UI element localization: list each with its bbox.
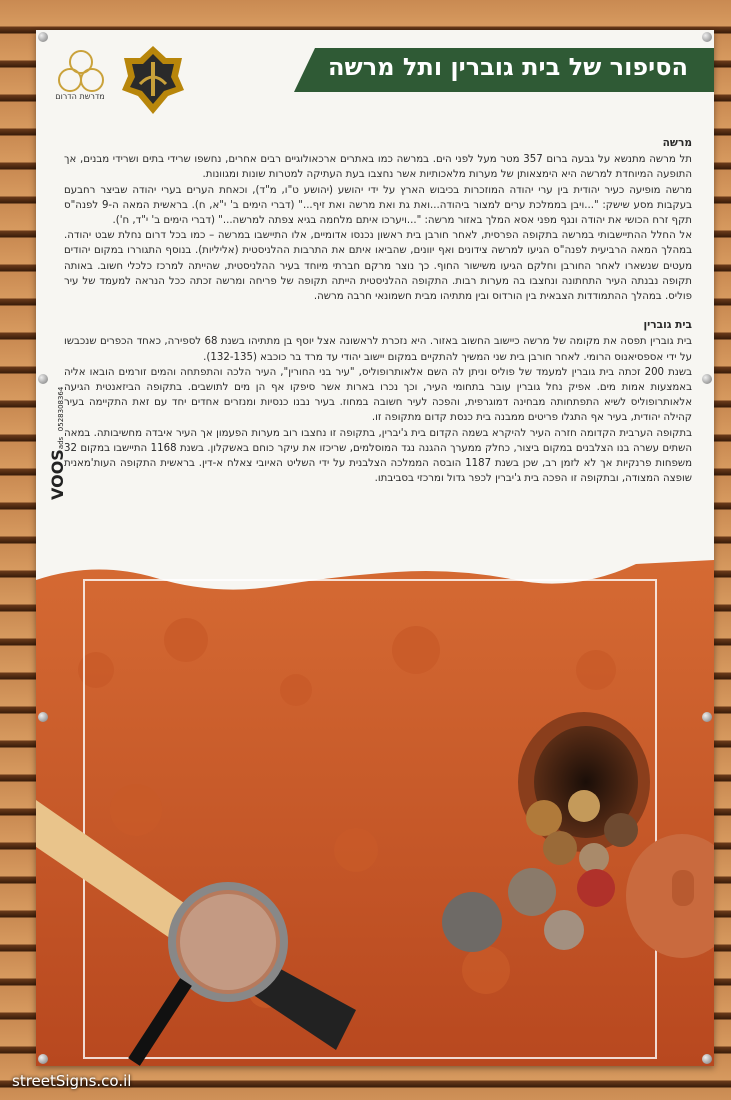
screw-icon (702, 1054, 712, 1064)
excavation-photo (36, 550, 714, 1066)
sponsor-name: VOOS (48, 449, 67, 500)
school-logo-label: מדרשת הדרום (55, 92, 105, 101)
screw-icon (38, 1054, 48, 1064)
screw-icon (702, 32, 712, 42)
section-heading-maresha: מרשה (662, 137, 692, 149)
idf-emblem-icon (120, 44, 186, 116)
screw-icon (702, 374, 712, 384)
sponsor-logo (48, 387, 67, 500)
beit-guvrin-paragraph-1: בית גוברין תפסה את מקומה של מרשה כיישוב החשוב באזור. היא נזכרת לראשונה אצל יוסף בן מתתיהו בשנת 68 לספירה, כאחד הכפרים שנכבשו על ידי אספסיאנוס הרומי. לאחר חורבן בית שני המשיך להתקיים במקום יישוב יהודי עד מרד בר כוכבא (132-135). (64, 336, 692, 363)
screw-icon (702, 712, 712, 722)
maresha-paragraph-2: מרשה מופיעה כעיר יהודית בין ערי יהודה המוזכרות בכיבוש הארץ על ידי יהושע (יהושע ט"ו, מ"ד), וכאחת הערים בערי יהודה שביצר רחבעם בעקבות מסע שישק: "...ויבן בממלכת ערים למצור ביהודה...ואת גת ואת מרשה ואת זיף..." (דברי הימים ב' י"א, ח). בראשית המאה ה-9 לפנה"ס תקף זרח הכושי את יהודה ונגף מפני אסא המלך באזור מרשה: "...ויערכו איתם מלחמה בגיא צפתה למרשה..." (דברי הימים ב' י"ד, ח'). (64, 184, 692, 227)
screw-icon (38, 712, 48, 722)
beit-guvrin-paragraph-2: בשנת 200 זכתה בית גוברין למעמד של פוליס וניתן לה השם אלאותרופוליס, "עיר בני החורין", העיר הלכה והתפתחה והמים זורמים הובאו אליה באמצעות אמות מים. אפיק נחל גוברין עובר בתחומי העיר, וכך נכרו בארות אשר סיפקו אף הן מים לתושבים. בתקופה הביזאנטית הגיעה אלאותרופוליס לשיא התפתחותה מבחינה דמוגרפית, והפכה לעיר חשובה במחוז. בעיר נבנו כנסיות ומנזרים אחדים יחד עם זאת התקיימה בעיר קהילה יהודית, בעיר אף התגלו פריטים ממבנה בית כנסת קדום מתקופה זו. (64, 366, 692, 424)
maresha-paragraph-3: אל החלל ההתיישבותי במרשה בתקופה הפרסית, לאחר חורבן בית ראשון נכנסו אדומיים, אלו התיישבו במרשה – כמו בכל דרום נחלת שבט יהודה. במהלך המאה הרביעית לפנה"ס הגיעו למרשה צידונים ואף יוונים, שהביאו איתם את התרבות ההלניסטית (אליליות). בנוסף התגוררו במקום יהודים מעטים שנשארו לאחר החורבן וחלקם הגיעו משישור החוף. כך נוצר מרקם חברתי מיוחד בעיר ההלניסטית, שהייתה למרכז כלכלי חשוב. באותה תקופה נבנתה העיר התחתונה ונחצבו בה מערות רבות. התקופה ההלניסטית הייתה תקופה של פריחה ומרשה זכתה ככל הנראה למעמד של עיר פוליס. במהלך ההתמודדות הצבאית בין הורדוס ובין מתתיהו מבית חשמונאי חרבה מרשה. (64, 230, 692, 303)
watermark: streetSigns.co.il (12, 1072, 132, 1090)
school-logo-icon (52, 50, 108, 92)
screw-icon (38, 32, 48, 42)
beit-guvrin-paragraph-3: בתקופה הערבית הקדומה חזרה העיר להיקרא בשמה הקדום בית ג'יברין, בתקופה זו נחצבו רוב מערות הפעמון אך העיר איבדה מחשיבותה. במאה השתים עשרה בנו הצלבנים במקום ביצור, כחלק ממערך ההגנה נגד המוסלמים, שריכזו את עיקר כוחם באשקלון. בשנת 1168 התיישבו במקום 32 משפחות פרנקיות אך לא לזמן רב, שכן בשנת 1187 הובסה הממלכה הצלבנית על ידי השליט האיובי צאלח א-דין. בראשית התקופה העות'מאנית שופצה המצודה, ובתקופה זו הפכה בית ג'יברין לכפר גדול ומרכזי בסביבתו. (64, 427, 692, 485)
sponsor-code: 0528308364 (57, 386, 65, 432)
school-logo (52, 50, 108, 101)
maresha-paragraph-1: תל מרשה מתנשא על גבעה ברום 357 מטר מעל לפני הים. במרשה כמו באתרים ארכאולוגיים רבים אחרים, נחשפו שרידי בתים ושרידי מבנים, אך התופעה המיוחדת למרשה היא הימצאותן של מערות מלאכותיות אשר נחצבו בעת העתיקה למטרות שונות ומגוונות. (64, 154, 692, 181)
screw-icon (38, 374, 48, 384)
information-sign (36, 30, 714, 1066)
sign-body (64, 136, 692, 486)
sign-title: הסיפור של בית גוברין ותל מרשה (328, 53, 688, 81)
sponsor-suffix: ads (57, 436, 65, 450)
section-heading-beit-guvrin: בית גוברין (643, 319, 692, 332)
